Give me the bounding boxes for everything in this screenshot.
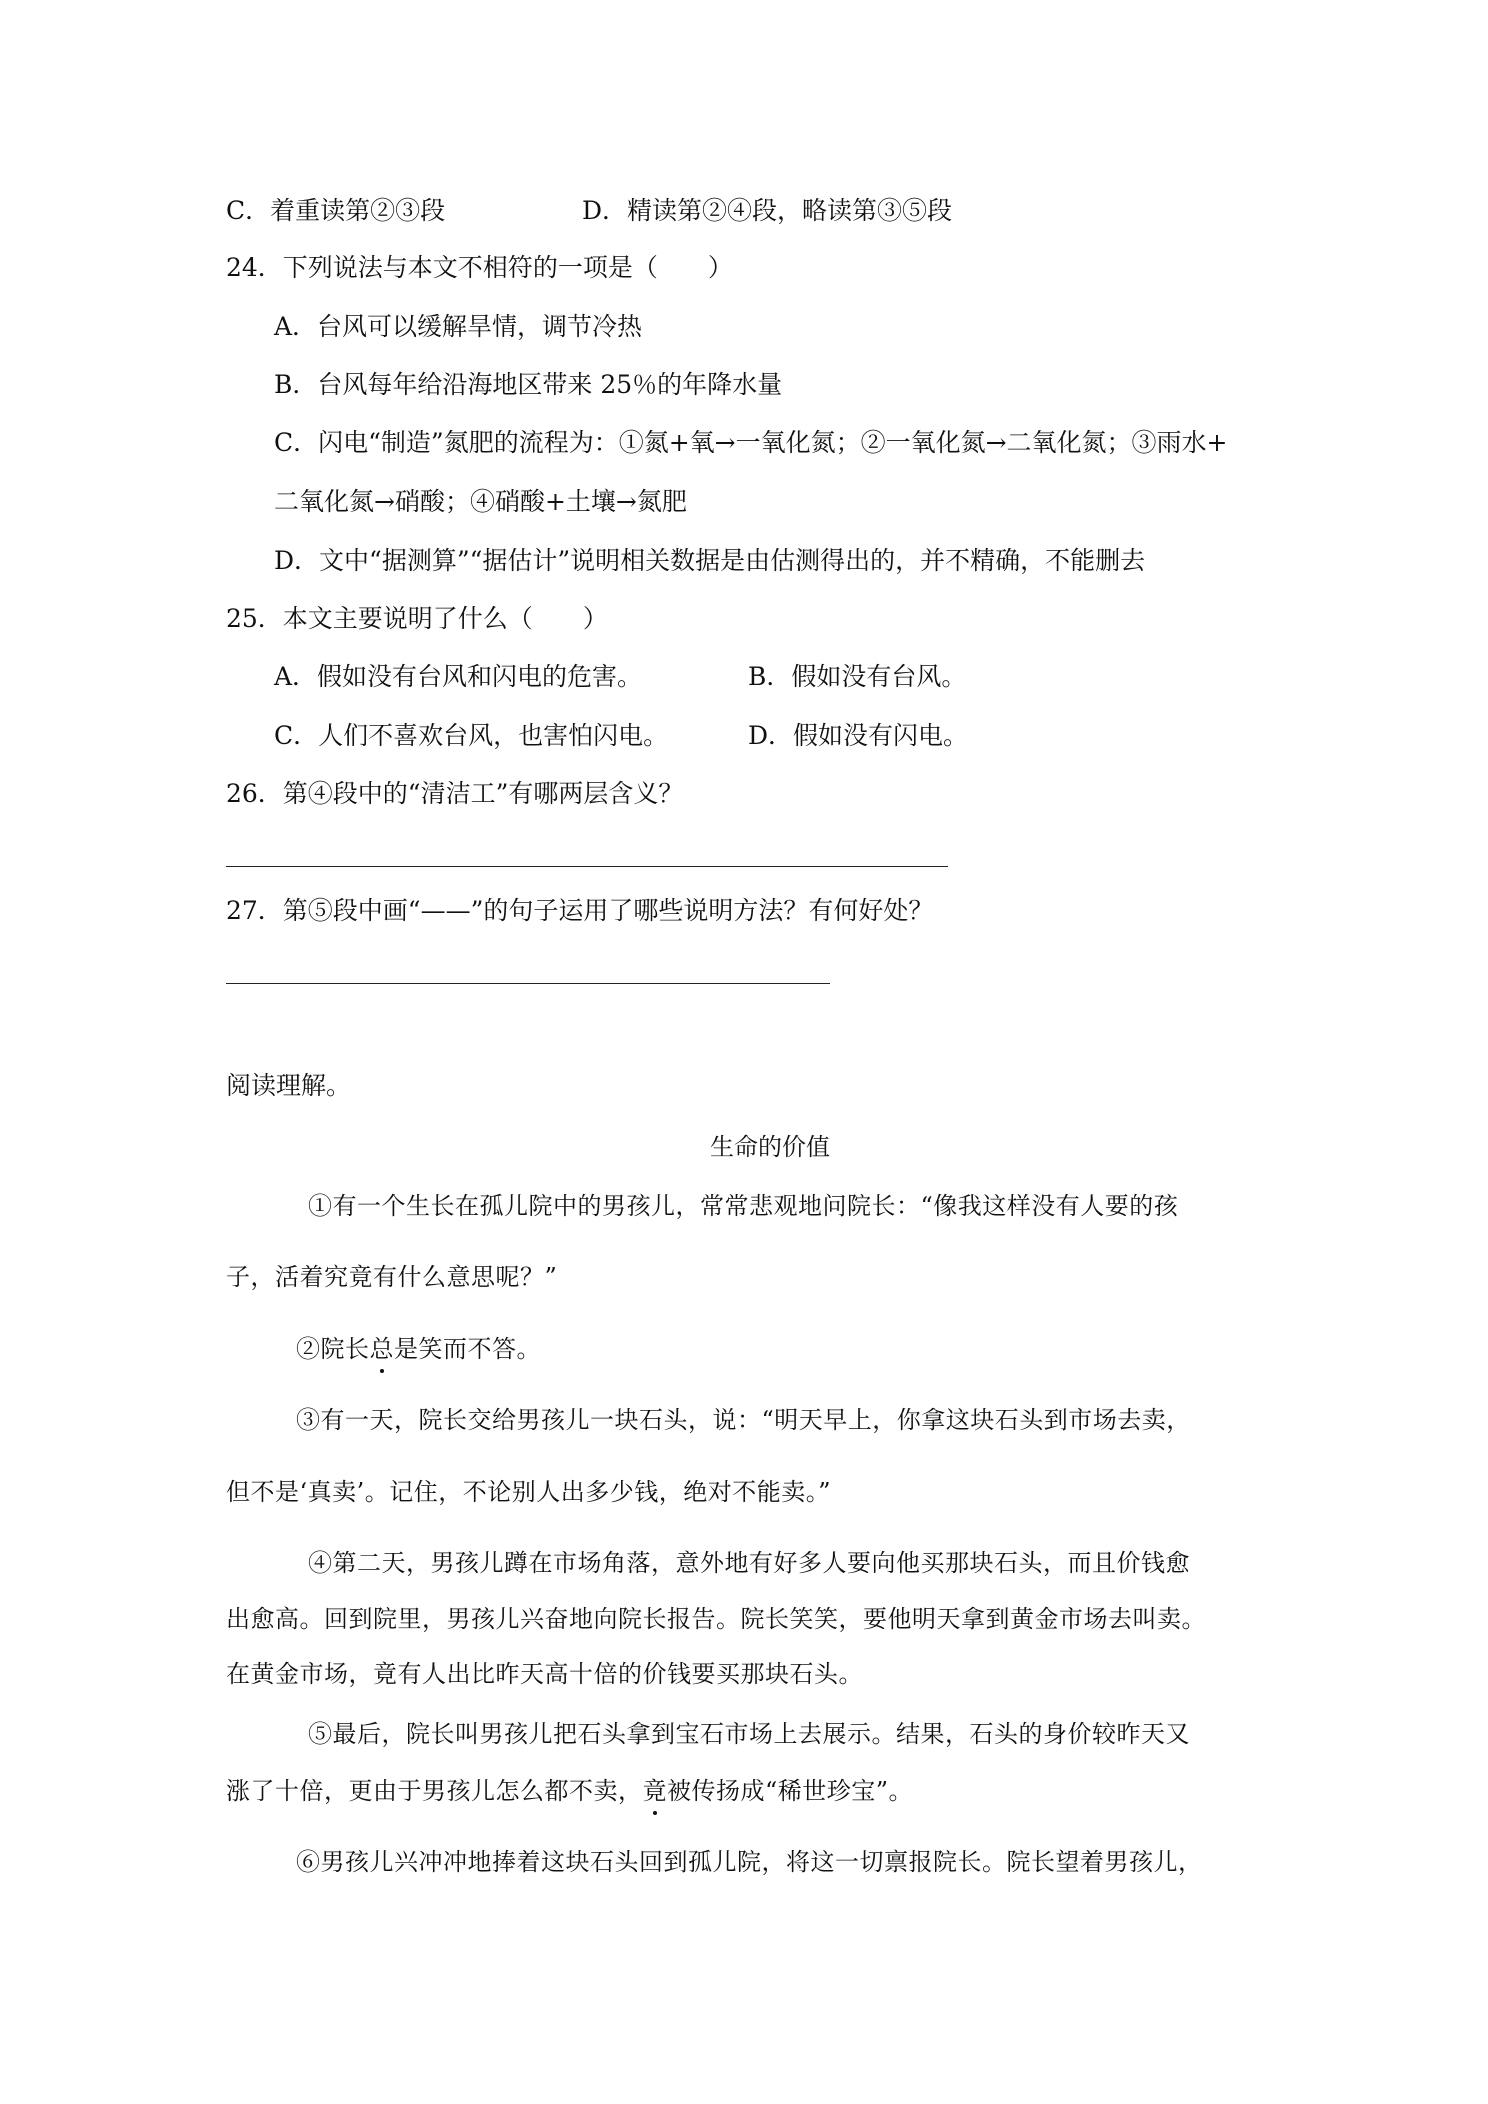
q24-stem: 24．下列说法与本文不相符的一项是（ ） <box>226 253 733 282</box>
emphasis-dot-word: 竟 <box>642 1777 667 1805</box>
paragraph-2 <box>296 1333 541 1365</box>
paragraph-3-line-1: ③有一天，院长交给男孩儿一块石头，说：“明天早上，你拿这块石头到市场去卖， <box>296 1406 1191 1434</box>
paragraph-5-post: 被传扬成“稀世珍宝”。 <box>667 1777 914 1805</box>
paragraph-5-line-1: ⑤最后，院长叫男孩儿把石头拿到宝石市场上去展示。结果，石头的身价较昨天又 <box>308 1720 1190 1748</box>
paragraph-1-line-1: ①有一个生长在孤儿院中的男孩儿，常常悲观地问院长：“像我这样没有人要的孩 <box>308 1192 1179 1220</box>
q23-option-d: D．精读第②④段，略读第③⑤段 <box>582 196 953 225</box>
q27-stem: 27．第⑤段中画“——”的句子运用了哪些说明方法？有何好处？ <box>226 896 934 925</box>
emphasis-dot-word: 总 <box>369 1335 394 1363</box>
q25-option-a: A．假如没有台风和闪电的危害。 <box>274 662 643 691</box>
paragraph-2-post: 是笑而不答。 <box>394 1335 541 1363</box>
paragraph-5-line-2 <box>226 1775 913 1807</box>
q24-option-d: D．文中“据测算”“据估计”说明相关数据是由估测得出的，并不精确，不能删去 <box>274 546 1146 575</box>
q26-stem: 26．第④段中的“清洁工”有哪两层含义？ <box>226 779 684 808</box>
q24-option-c-line1: C．闪电“制造”氮肥的流程为：①氮+氧→一氧化氮；②一氧化氮→二氧化氮；③雨水+ <box>274 428 1228 457</box>
q25-option-b: B．假如没有台风。 <box>748 662 967 691</box>
q24-option-c-line2: 二氧化氮→硝酸；④硝酸+土壤→氮肥 <box>274 487 687 516</box>
q25-stem: 25．本文主要说明了什么（ ） <box>226 604 608 633</box>
q25-option-c: C．人们不喜欢台风，也害怕闪电。 <box>274 721 669 750</box>
paragraph-3-line-2: 但不是‘真卖’。记住，不论别人出多少钱，绝对不能卖。” <box>226 1478 832 1506</box>
paragraph-1-line-2: 子，活着究竟有什么意思呢？” <box>226 1263 558 1291</box>
paragraph-4-line-3: 在黄金市场，竟有人出比昨天高十倍的价钱要买那块石头。 <box>226 1660 863 1688</box>
q26-answer-line[interactable] <box>226 866 948 867</box>
paragraph-5-pre: 涨了十倍，更由于男孩儿怎么都不卖， <box>226 1777 643 1805</box>
paragraph-4-line-1: ④第二天，男孩儿蹲在市场角落，意外地有好多人要向他买那块石头，而且价钱愈 <box>308 1549 1190 1577</box>
q24-option-b: B．台风每年给沿海地区带来 25％的年降水量 <box>274 370 783 399</box>
q23-option-c: C．着重读第②③段 <box>226 196 446 225</box>
reading-heading: 阅读理解。 <box>226 1071 352 1100</box>
q25-option-d: D．假如没有闪电。 <box>748 721 969 750</box>
q27-answer-line[interactable] <box>226 983 830 984</box>
passage-title: 生命的价值 <box>710 1133 830 1161</box>
q24-option-a: A．台风可以缓解旱情，调节冷热 <box>274 312 643 341</box>
paragraph-6-line-1: ⑥男孩儿兴冲冲地捧着这块石头回到孤儿院，将这一切禀报院长。院长望着男孩儿， <box>296 1848 1203 1876</box>
paragraph-4-line-2: 出愈高。回到院里，男孩儿兴奋地向院长报告。院长笑笑，要他明天拿到黄金市场去叫卖。 <box>226 1605 1206 1633</box>
paragraph-2-pre: ②院长 <box>296 1335 370 1363</box>
